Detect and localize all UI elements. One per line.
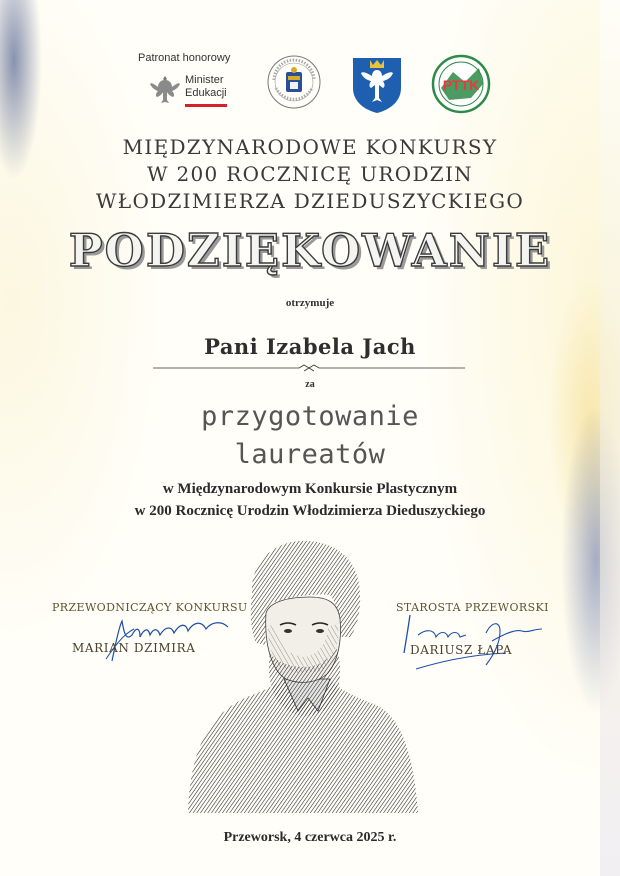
eagle-icon	[148, 72, 182, 106]
crest-icon	[351, 54, 403, 114]
ornamental-divider	[153, 363, 465, 373]
left-signatory-name: MARIAN DZIMIRA	[72, 641, 196, 655]
reason-text	[0, 398, 620, 474]
context-line-1: w Międzynarodowym Konkursie Plastycznym	[162, 481, 458, 497]
reason-line-2: laureatów	[234, 439, 386, 470]
seal-icon	[266, 54, 322, 110]
reason-line-1: przygotowanie	[201, 401, 419, 432]
certificate-heading: PODZIĘKOWANIE	[68, 224, 552, 277]
title-line-3: WŁODZIMIERZA DZIEDUSZYCKIEGO	[95, 189, 525, 213]
right-signatory-role: STAROSTA PRZEWORSKI	[396, 601, 549, 614]
place-and-date: Przeworsk, 4 czerwca 2025 r.	[223, 830, 397, 845]
patronat-label: Patronat honorowy	[138, 52, 231, 64]
title-line-1: MIĘDZYNARODOWE KONKURSY	[122, 135, 498, 159]
contest-context	[0, 478, 620, 522]
right-handwritten-signature	[396, 611, 556, 671]
left-signatory-role: PRZEWODNICZĄCY KONKURSU	[52, 601, 248, 614]
portrait-engraving	[180, 533, 420, 813]
minister-flag-bar	[185, 104, 227, 107]
title-line-2: W 200 ROCZNICĘ URODZIN	[146, 162, 473, 186]
minister-line1: Minister	[185, 74, 224, 86]
pttk-text: PTTK	[442, 77, 480, 93]
patronat-honorowy	[138, 52, 248, 99]
context-line-2: w 200 Rocznicę Urodzin Włodzimierza Dieduszyckiego	[134, 503, 486, 519]
recipient-name: Pani Izabela Jach	[204, 334, 416, 359]
receives-label: otrzymuje	[285, 297, 335, 309]
signature-left	[52, 601, 248, 655]
contest-title	[60, 134, 560, 215]
minister-line2: Edukacji	[185, 87, 227, 99]
pttk-logo-icon	[431, 54, 491, 114]
minister-label	[185, 74, 227, 100]
right-signatory-name: DARIUSZ ŁAPA	[410, 643, 513, 657]
for-label: za	[305, 379, 315, 390]
signature-right	[396, 601, 556, 657]
